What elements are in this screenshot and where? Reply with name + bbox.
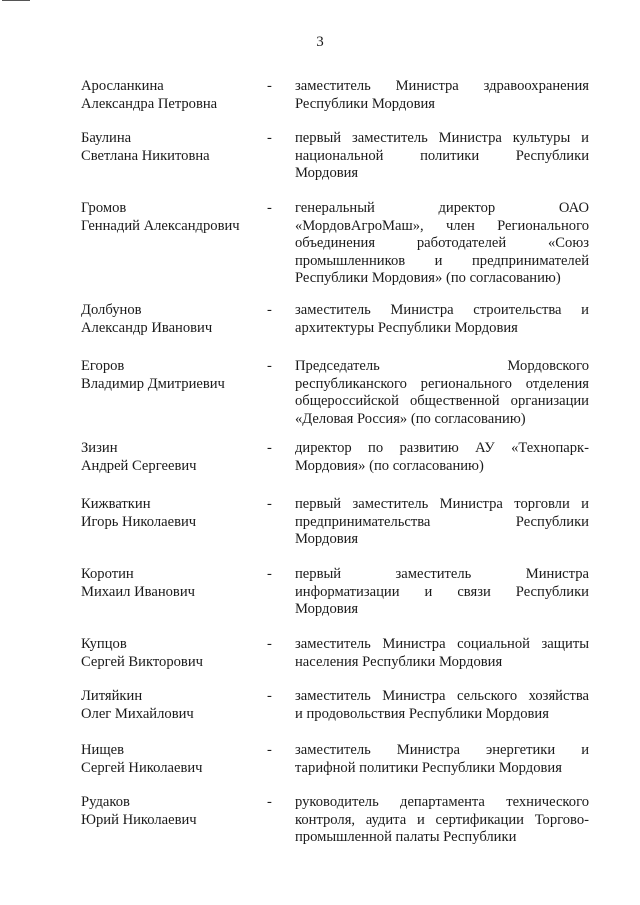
person-name [81,130,261,165]
person-name [81,200,261,235]
surname: Кижваткин [81,496,151,512]
person-name [81,742,261,777]
given-name: Александр Иванович [81,319,213,336]
position-description [295,358,589,428]
position-line: «Деловая Россия» (по согласованию) [295,410,526,427]
position-description [295,496,589,549]
position-line: населения Республики Мордовия [295,653,503,670]
position-line: заместитель Министра строительства и [295,302,589,318]
given-name: Светлана Никитовна [81,147,210,164]
position-line: заместитель Министра социальной защиты [295,636,589,652]
dash-separator: - [267,78,272,94]
position-line: генеральный директор ОАО [295,200,589,216]
person-name [81,566,261,601]
position-line: информатизации и связи Республики [295,583,589,600]
person-name [81,496,261,531]
position-line: заместитель Министра здравоохранения [295,78,589,94]
person-name [81,358,261,393]
surname: Зизин [81,440,118,456]
position-line: и продовольствия Республики Мордовия [295,705,549,722]
position-description [295,440,589,475]
position-line: Мордовия [295,165,359,181]
given-name: Андрей Сергеевич [81,457,197,474]
position-line: Мордовия [295,531,359,547]
surname: Баулина [81,130,132,146]
position-description [295,78,589,113]
given-name: Владимир Дмитриевич [81,375,225,392]
dash-separator: - [267,440,272,456]
given-name: Сергей Викторович [81,653,203,670]
person-name [81,636,261,671]
position-line: первый заместитель Министра [295,566,589,582]
surname: Рудаков [81,794,130,810]
position-line: архитектуры Республики Мордовия [295,319,518,336]
scan-corner-mark [2,0,30,1]
position-description [295,794,589,847]
position-line: объединения работодателей «Союз [295,235,589,251]
given-name: Юрий Николаевич [81,811,197,828]
position-line: общероссийской общественной организации [295,393,589,409]
position-line: первый заместитель Министра торговли и [295,496,589,512]
surname: Долбунов [81,302,142,318]
dash-separator: - [267,742,272,758]
surname: Егоров [81,358,125,374]
given-name: Игорь Николаевич [81,513,197,530]
position-line: Мордовия» (по согласованию) [295,457,484,474]
dash-separator: - [267,496,272,512]
position-line: руководитель департамента технического [295,794,589,810]
position-line: Мордовия [295,601,359,617]
surname: Аросланкина [81,78,164,94]
surname: Купцов [81,636,127,652]
position-line: национальной политики Республики [295,147,589,164]
surname: Литяйкин [81,688,143,704]
position-line: Республики Мордовия» (по согласованию) [295,270,561,286]
page-number: 3 [316,34,324,50]
given-name: Михаил Иванович [81,583,195,600]
position-line: Республики Мордовия [295,95,436,112]
position-description [295,742,589,777]
surname: Коротин [81,566,134,582]
given-name: Олег Михайлович [81,705,194,722]
position-description [295,636,589,671]
position-description [295,302,589,337]
person-name [81,688,261,723]
dash-separator: - [267,566,272,582]
position-line: промышленной палаты Республики [295,829,517,845]
dash-separator: - [267,200,272,216]
person-name [81,302,261,337]
person-name [81,78,261,113]
position-description [295,130,589,183]
position-description [295,688,589,723]
position-line: заместитель Министра сельского хозяйства [295,688,589,704]
dash-separator: - [267,302,272,318]
given-name: Геннадий Александрович [81,217,240,234]
position-line: директор по развитию АУ «Технопарк- [295,440,589,456]
given-name: Сергей Николаевич [81,759,203,776]
dash-separator: - [267,358,272,374]
dash-separator: - [267,130,272,146]
position-line: первый заместитель Министра культуры и [295,130,589,146]
surname: Громов [81,200,127,216]
position-line: предпринимательства Республики [295,513,589,530]
position-line: заместитель Министра энергетики и [295,742,589,758]
surname: Нищев [81,742,124,758]
position-line: контроля, аудита и сертификации Торгово- [295,811,589,828]
given-name: Александра Петровна [81,95,218,112]
position-line: Председатель Мордовского [295,358,589,374]
position-line: республиканского регионального отделения [295,375,589,392]
position-line: «МордовАгроМаш», член Регионального [295,217,589,234]
dash-separator: - [267,794,272,810]
position-line: промышленников и предпринимателей [295,252,589,269]
person-name [81,794,261,829]
position-description [295,200,589,288]
dash-separator: - [267,636,272,652]
position-description [295,566,589,619]
dash-separator: - [267,688,272,704]
person-name [81,440,261,475]
position-line: тарифной политики Республики Мордовия [295,759,562,776]
